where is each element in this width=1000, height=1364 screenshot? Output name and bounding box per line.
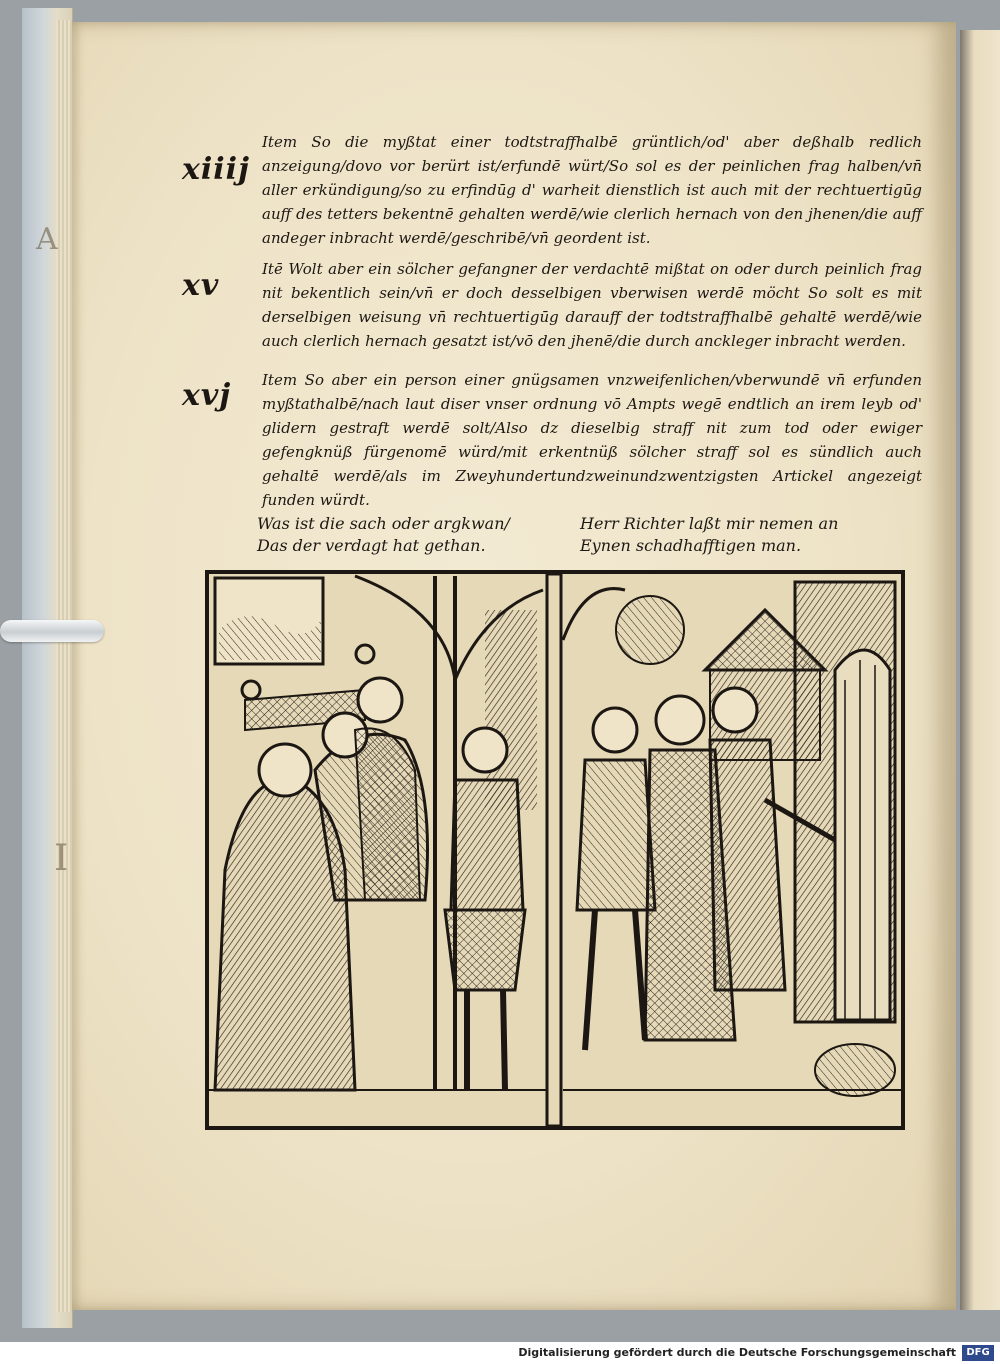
- margin-bleed-letter: A: [36, 222, 58, 257]
- margin-bleed-letter: I: [54, 838, 69, 879]
- woodcut-left-scene: [209, 574, 547, 1126]
- footer-bar: [0, 1342, 1000, 1364]
- page-stack: [56, 20, 72, 1312]
- article-text: Item So die myßtat einer todtstraffhalbē grüntlich/od' aber deßhalb redlich anzeigung/dovo vor berürt ist/erfundē würt/So sol es der peinlichen frag halben/vn̄ aller erkündigung/so zu erfindūg d' warheit dienstlich ist auch mit der rechtuertigūg auff des tetters bekentnē gehalten werdē/wie clerlich hernach von den jhenen/die auff andeger inbracht werdē/geschribē/vn̄ geordent ist.: [262, 133, 922, 247]
- article-numeral: xiiij: [182, 152, 250, 187]
- facing-page-edge: [960, 30, 1000, 1310]
- caption-left: [257, 513, 557, 557]
- woodcut-right-scene: [563, 574, 901, 1126]
- article-numeral: xvj: [182, 378, 232, 413]
- funding-notice: Digitalisierung gefördert durch die Deutsche Forschungsgemeinschaft: [518, 1346, 956, 1359]
- page-clip: [0, 620, 104, 642]
- article-numeral: xv: [182, 268, 220, 303]
- caption-line: Das der verdagt hat gethan.: [257, 536, 486, 555]
- caption-right: [580, 513, 880, 557]
- article-text: Item So aber ein person einer gnügsamen vnzweifenlichen/vberwundē vn̄ erfunden myßtathalbē/nach laut diser vnser ordnung vō Ampts wegē endtlich an irem leyb od' glidern gestraft werdē solt/Also dz dieselbig straff nit zum tod oder ewiger gefengknüß fürgenomē würd/mit erkentnüß sölcher straff sol es sündlich auch gehaltē werdē/als im Zweyhundertundzweinundzwentzigsten Artickel angezeigt funden würdt.: [262, 371, 922, 509]
- caption-line: Eynen schadhafftigen man.: [580, 536, 802, 555]
- caption-line: Herr Richter laßt mir nemen an: [580, 514, 839, 533]
- article-text: Itē Wolt aber ein sölcher gefangner der verdachtē mißtat on oder durch peinlich frag nit bekentlich sein/vn̄ er doch desselbigen vberwisen werdē möcht So solt es mit derselbigen weisung vn̄ rechtuertigūg darauff der todtstraffhalbē gehaltē werdē/wie auch clerlich hernach gesatzt ist/vō den jhenē/die durch anckleger inbracht werden.: [262, 260, 922, 350]
- woodcut-illustration: [205, 570, 905, 1130]
- dfg-logo: DFG: [962, 1345, 994, 1361]
- caption-line: Was ist die sach oder argkwan/: [257, 514, 510, 533]
